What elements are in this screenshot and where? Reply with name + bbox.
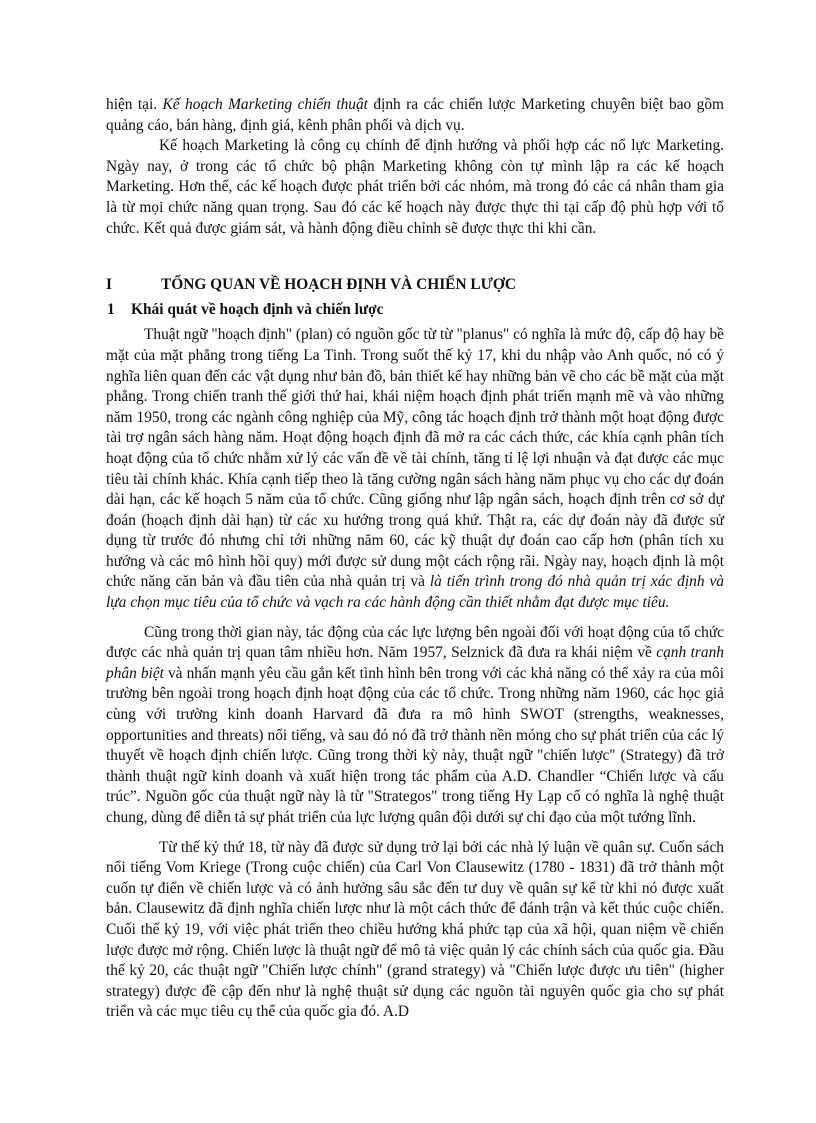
text-span: hiện tại. xyxy=(106,96,163,113)
text-span: Cũng trong thời gian này, tác động của các lực lượng bên ngoài đối với hoạt động của tổ chức được các nhà quản trị quan tâm nhiều hơn. Năm 1957, Selznick đã đưa ra khái niệm về xyxy=(106,623,724,662)
paragraph-intro-continued xyxy=(106,95,724,136)
spacer xyxy=(106,614,724,623)
text-span: và nhấn mạnh yêu cầu gắn kết tình hình bên trong với các khả năng có thể xảy ra của môi trường bên ngoài trong hoạch định hoạt động của các tổ chức. Trong những năm 1960, các học giả cùng với trường kinh doanh Harvard đã đưa ra mô hình SWOT (strengths, weaknesses, opportunities and threats) nổi tiếng, và sau đó nó đã trở thành nền móng cho sự phát triển của các lý thuyết về hoạch định chiến lược. Cũng trong thời kỳ này, thuật ngữ "chiến lược" (Strategy) đã trở thành thuật ngữ kinh doanh và xuất hiện trong tác phẩm của A.D. Chandler “Chiến lược và cấu trúc”. Nguồn gốc của thuật ngữ này là từ "Strategos" trong tiếng Hy Lạp cổ có nghĩa là nghệ thuật chung, dùng để diễn tả sự phát triển của lực lượng quân đội dưới sự chỉ đạo của một tướng lĩnh. xyxy=(106,664,724,826)
paragraph-marketing-plan: Kế hoạch Marketing là công cụ chính để định hướng và phối hợp các nổ lực Marketing. Ngày nay, ở trong các tổ chức bộ phận Marketing không còn tự mình lập ra các kế hoạch Marketing. Hơn thế, các kế hoạch được phát triển bởi các nhóm, mà trong đó các cá nhân tham gia là từ mọi chức năng quan trọng. Sau đó các kế hoạch này được thực thi tại cấp độ phù hợp với tổ chức. Kết quả được giám sát, và hành động điều chỉnh sẽ được thực thi khi cần. xyxy=(106,137,724,237)
paragraph-external-forces xyxy=(106,623,724,829)
italic-term: Kế hoạch Marketing chiến thuật xyxy=(162,96,368,113)
spacer xyxy=(106,829,724,838)
subsection-number: 1 xyxy=(107,300,115,318)
italic-term: cạnh tranh phân biệt xyxy=(106,644,724,682)
paragraph-strategy-history: Từ thế kỷ thứ 18, từ này đã được sử dụng trở lại bởi các nhà lý luận về quân sự. Cuốn sách nổi tiếng Vom Kriege (Trong cuộc chiến) của Carl Von Clausewitz (1780 - 1831) đã trở thành một cuốn tự điển về chiến lược và có ảnh hưởng sâu sắc đến tư duy về quân sự kể từ khi nó được xuất bản. Clausewitz đã định nghĩa chiến lược như là một cách thức để đánh trận và kết thúc cuộc chiến. Cuối thế kỷ 19, với việc phát triển theo chiều hướng khá phức tạp của xã hội, quan niệm về chiến lược được mở rộng. Chiến lược là thuật ngữ để mô tả việc quản lý các chính sách của quốc gia. Đầu thế kỷ 20, các thuật ngữ "Chiến lược chính" (grand strategy) và "Chiến lược được ưu tiên" (higher strategy) được đề cập đến như là nghệ thuật sử dụng các nguồn tài nguyên quốc gia cho sự phát triển và các mục tiêu cụ thể của quốc gia đó. A.D xyxy=(106,838,724,1021)
text-span: định ra các chiến lược Marketing chuyên biệt bao gồm quảng cáo, bán hàng, định giá, kênh phân phối và dịch vụ. xyxy=(106,96,724,134)
section-title: TỔNG QUAN VỀ HOẠCH ĐỊNH VÀ CHIẾN LƯỢC xyxy=(161,276,517,294)
section-number: I xyxy=(106,276,112,294)
text-span: Thuật ngữ "hoạch định" (plan) có nguồn gốc từ từ "planus" có nghĩa là mức độ, cấp độ hay bề mặt của mặt phẳng trong tiếng La Tinh. Trong suốt thế kỷ 17, khi du nhập vào Anh quốc, nó có ý nghĩa liên quan đến các vật dụng như bản đồ, bản thiết kế hay những bản vẽ cho các bề mặt của mặt phẳng. Trong chiến tranh thế giới thứ hai, khái niệm hoạch định phát triển mạnh mẽ và vào những năm 1950, trong các ngành công nghiệp của Mỹ, công tác hoạch định trở thành một hoạt động được tài trợ ngân sách hàng năm. Hoạt động hoạch định đã mở ra các cách thức, các khía cạnh phân tích hoạt động của tổ chức nhằm xử lý các vấn đề về tài chính, tăng tỉ lệ lợi nhuận và đạt được các mục tiêu tài chính khác. Khía cạnh tiếp theo là tăng cường ngân sách hàng năm phục vụ cho các dự đoán dài hạn, các kế hoạch 5 năm của tổ chức. Cũng giống như lập ngân sách, hoạch định trên cơ sở dự đoán (hoạch định dài hạn) từ các xu hướng trong quá khứ. Thật ra, các dự đoán này đã được sử dụng từ trước đó nhưng chỉ tới những năm 60, các kỹ thuật dự đoán cao cấp hơn (phân tích xu hướng và các mô hình hồi quy) mới được sử dung một cách rộng rãi. Ngày nay, hoạch định là một chức năng căn bản và đầu tiên của nhà quản trị và xyxy=(106,326,724,591)
section-heading xyxy=(106,275,724,296)
spacer xyxy=(106,239,724,275)
document-body xyxy=(106,95,724,1023)
subsection-title: Khái quát về hoạch định và chiến lược xyxy=(131,300,384,318)
paragraph-planning-origin xyxy=(106,325,724,613)
italic-definition: là tiến trình trong đó nhà quản trị xác định và lựa chọn mục tiêu của tổ chức và vạch ra các hành động cần thiết nhằm đạt được mục tiêu. xyxy=(106,573,724,612)
subsection-heading xyxy=(106,300,724,321)
